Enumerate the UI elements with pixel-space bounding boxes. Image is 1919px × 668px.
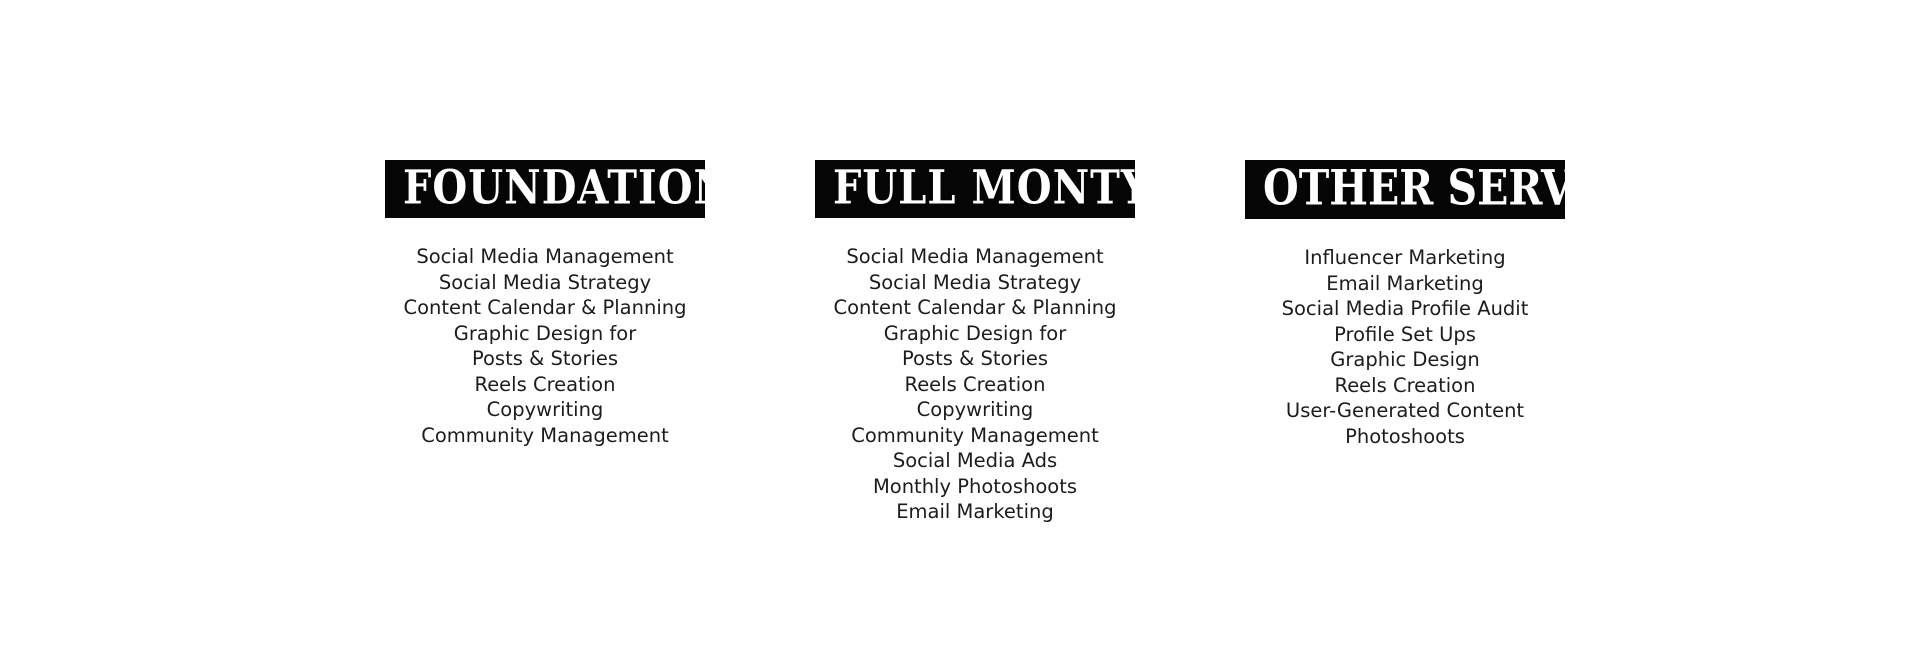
list-item: Photoshoots <box>1345 424 1465 448</box>
list-item: Graphic Design for <box>883 321 1067 345</box>
service-list <box>403 244 686 448</box>
list-item: Social Media Management <box>846 245 1104 268</box>
list-item: Reels Creation <box>1334 373 1476 397</box>
list-item: Reels Creation <box>904 372 1046 396</box>
list-item: Copywriting <box>486 398 604 421</box>
list-item: Posts & Stories <box>471 347 619 370</box>
service-list <box>1282 245 1529 449</box>
list-item: Influencer Marketing <box>1304 246 1506 269</box>
list-item: Profile Set Ups <box>1334 322 1476 346</box>
list-item: Posts & Stories <box>901 347 1049 370</box>
list-item: Community Management <box>421 423 669 447</box>
list-item: User-Generated Content <box>1285 399 1525 422</box>
list-item: Content Calendar & Planning <box>833 296 1117 319</box>
column-heading-banner <box>385 159 732 218</box>
list-item: Graphic Design for <box>453 321 637 345</box>
list-item: Content Calendar & Planning <box>403 296 687 319</box>
column-heading-banner <box>1245 159 1686 219</box>
column-heading-label: FOUNDATION <box>403 159 732 216</box>
list-item: Monthly Photoshoots <box>872 474 1078 498</box>
list-item: Social Media Ads <box>892 449 1058 472</box>
list-item: Graphic Design <box>1330 348 1480 371</box>
list-item: Reels Creation <box>474 372 616 396</box>
column-heading-label: OTHER SERVICES <box>1263 159 1686 217</box>
service-list <box>833 244 1116 525</box>
list-item: Email Marketing <box>896 500 1054 523</box>
service-column-other-services <box>1190 159 1686 449</box>
list-item: Community Management <box>851 423 1099 447</box>
service-column-full-monty <box>760 160 1190 525</box>
service-column-foundation <box>330 160 760 448</box>
list-item: Social Media Strategy <box>868 270 1082 294</box>
services-columns <box>0 160 1919 525</box>
list-item: Social Media Profile Audit <box>1281 297 1529 320</box>
list-item: Copywriting <box>916 398 1034 421</box>
list-item: Email Marketing <box>1326 271 1484 295</box>
list-item: Social Media Strategy <box>438 270 652 294</box>
column-heading-banner <box>815 159 1151 218</box>
column-heading-label: FULL MONTY <box>833 159 1151 216</box>
list-item: Social Media Management <box>416 245 674 268</box>
